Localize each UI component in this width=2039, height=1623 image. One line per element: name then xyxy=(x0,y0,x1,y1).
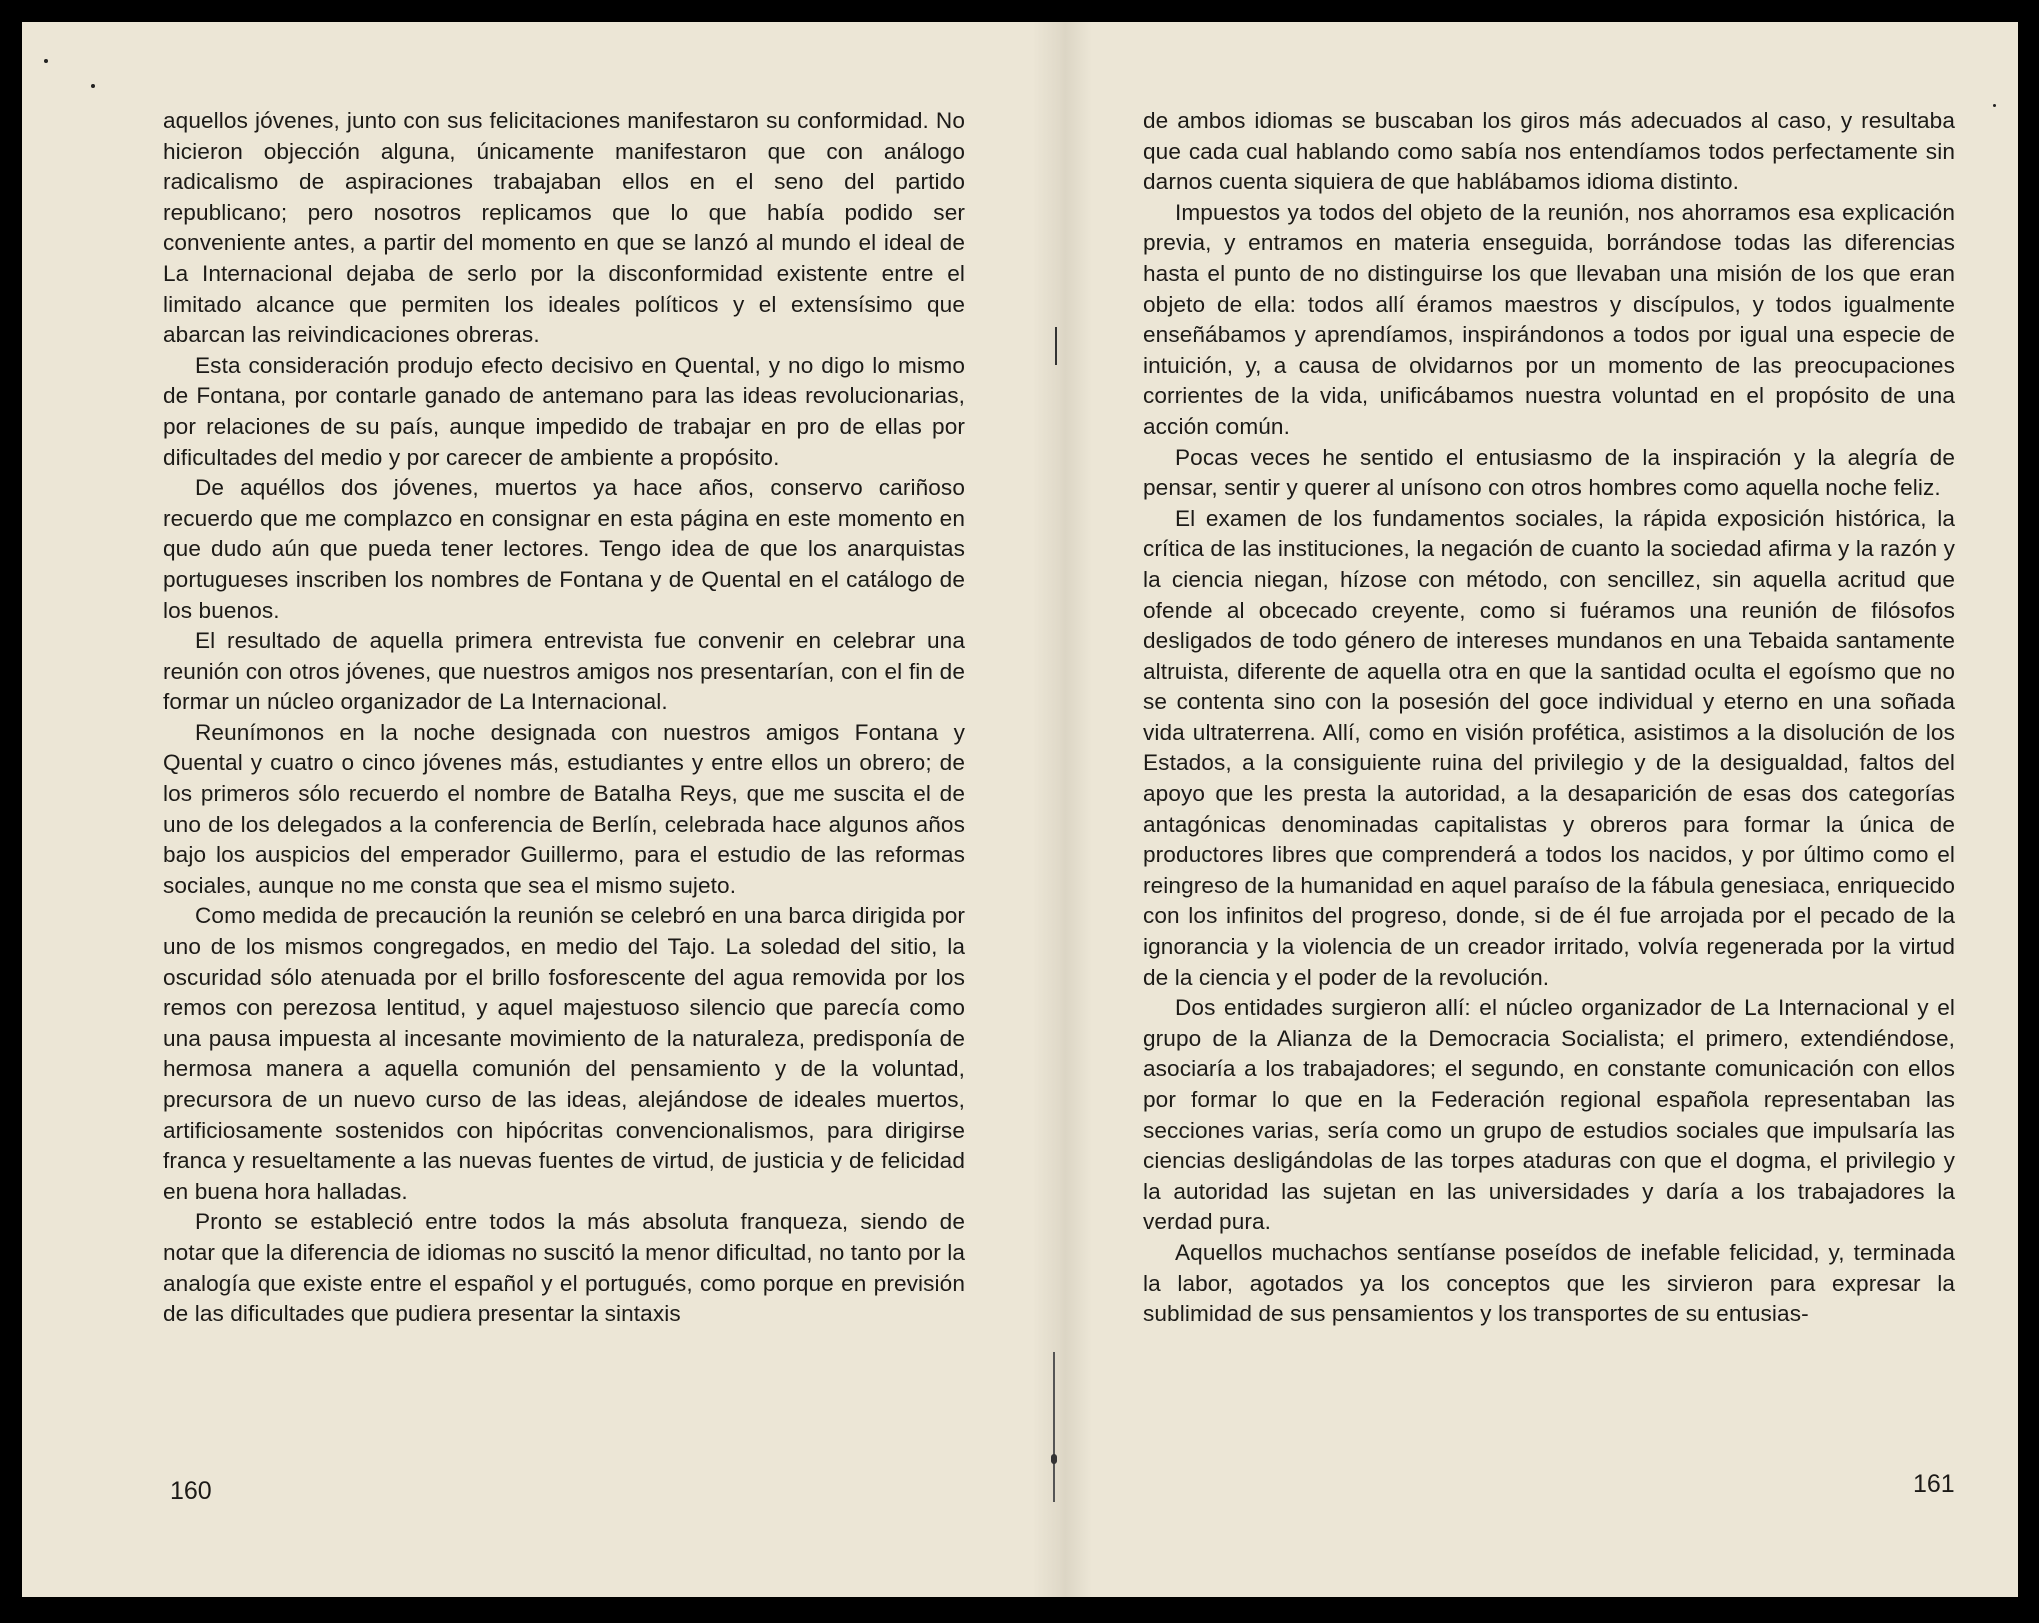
left-page-text xyxy=(163,106,965,1330)
gutter-mark xyxy=(1051,1454,1057,1464)
paragraph: Impuestos ya todos del objeto de la reunión, nos ahorramos esa explicación previa, y entramos en materia enseguida, borrándose todas las diferencias hasta el punto de no distinguirse los que llevaban una misión de los que eran objeto de ella: todos allí éramos maestros y discípulos, y todos igualmente enseñábamos y aprendíamos, inspirándonos a todos por igual una especie de intuición, y, a causa de olvidarnos por un momento de las preocupaciones corrientes de la vida, unificábamos nuestra voluntad en el propósito de una acción común. xyxy=(1143,199,1955,439)
paragraph: Dos entidades surgieron allí: el núcleo organizador de La Internacional y el grupo de la Alianza de la Democracia Socialista; el primero, extendiéndose, asociaría a los trabajadores; el segundo, en constante comunicación con ellos por formar lo que en la Federación regional española representaban las secciones varias, sería como un grupo de estudios sociales que impulsaría las ciencias desligándolas de las torpes ataduras con que el dogma, el privilegio y la autoridad las sujetan en las universidades y daría a los trabajadores la verdad pura. xyxy=(1143,995,1955,1235)
paragraph: El resultado de aquella primera entrevista fue convenir en celebrar una reunión con otros jóvenes, que nuestros amigos nos presentarían, con el fin de formar un núcleo organizador de La Internacional. xyxy=(163,628,965,715)
paragraph: Pocas veces he sentido el entusiasmo de la inspiración y la alegría de pensar, sentir y querer al unísono con otros hombres como aquella noche feliz. xyxy=(1143,444,1955,501)
dust-speck xyxy=(44,59,48,63)
paragraph: Aquellos muchachos sentíanse poseídos de inefable felicidad, y, terminada la labor, agotados ya los conceptos que les sirvieron para expresar la sublimidad de sus pensamientos y los transportes de su entusias- xyxy=(1143,1239,1955,1327)
paragraph: El examen de los fundamentos sociales, la rápida exposición histórica, la crítica de las instituciones, la negación de cuanto la sociedad afirma y la razón y la ciencia niegan, hízose con método, con sencillez, sin aquella acritud que ofende al obcecado creyente, como si fuéramos una reunión de filósofos desligados de todo género de intereses mundanos en una Tebaida santamente altruista, diferente de aquella otra en que la santidad oculta el egoísmo que no se contenta sino con la posesión del goce individual y eterno en una soñada vida ultraterrena. Allí, como en visión profética, asistimos a la disolución de los Estados, a la consiguiente ruina del privilegio y de la desigualdad, faltos del apoyo que les presta la autoridad, a la desaparición de esas dos categorías antagónicas denominadas capitalistas y obreros para formar la única de productores libres que comprenderá a todos los nacidos, y por último como el reingreso de la humanidad en aquel paraíso de la fábula genesiaca, enriquecido con los infinitos del progreso, donde, si de él fue arrojada por el pecado de la ignorancia y la violencia de un creador irritado, volvía regenerada por la virtud de la ciencia y el poder de la revolución. xyxy=(1143,505,1955,990)
gutter-mark xyxy=(1053,1352,1055,1502)
gutter-mark xyxy=(1055,327,1057,365)
right-page-text xyxy=(1143,106,1955,1330)
paragraph: De aquéllos dos jóvenes, muertos ya hace años, conservo cariñoso recuerdo que me complazco en consignar en esta página en este momento en que dudo aún que pueda tener lectores. Tengo idea de que los anarquistas portugueses inscriben los nombres de Fontana y de Quental en el catálogo de los buenos. xyxy=(163,475,965,623)
paragraph: de ambos idiomas se buscaban los giros más adecuados al caso, y resultaba que cada cual hablando como sabía nos entendíamos todos perfectamente sin darnos cuenta siquiera de que hablábamos idioma distinto. xyxy=(1143,108,1955,195)
dust-speck xyxy=(1993,104,1996,107)
paragraph: Como medida de precaución la reunión se celebró en una barca dirigida por uno de los mismos congregados, en medio del Tajo. La soledad del sitio, la oscuridad sólo atenuada por el brillo fosforescente del agua removida por los remos con perezosa lentitud, y aquel majestuoso silencio que parecía como una pausa impuesta al incesante movimiento de la naturaleza, predisponía de hermosa manera a aquella comunión del pensamiento y de la voluntad, precursora de un nuevo curso de las ideas, alejándose de ideales muertos, artificiosamente sostenidos con hipócritas convencionalismos, para dirigirse franca y resueltamente a las nuevas fuentes de virtud, de justicia y de felicidad en buena hora halladas. xyxy=(163,903,965,1204)
paragraph: Esta consideración produjo efecto decisivo en Quental, y no digo lo mismo de Fontana, por contarle ganado de antemano para las ideas revolucionarias, por relaciones de su país, aunque impedido de trabajar en pro de ellas por dificultades del medio y por carecer de ambiente a propósito. xyxy=(163,352,965,470)
book-spread xyxy=(22,22,2018,1597)
paragraph: Pronto se estableció entre todos la más absoluta franqueza, siendo de notar que la diferencia de idiomas no suscitó la menor dificultad, no tanto por la analogía que existe entre el español y el portugués, como porque en previsión de las dificultades que pudiera presentar la sintaxis xyxy=(163,1209,965,1327)
paragraph: Reunímonos en la noche designada con nuestros amigos Fontana y Quental y cuatro o cinco jóvenes más, estudiantes y entre ellos un obrero; de los primeros sólo recuerdo el nombre de Batalha Reys, que me suscita el de uno de los delegados a la conferencia de Berlín, celebrada hace algunos años bajo los auspicios del emperador Guillermo, para el estudio de las reformas sociales, aunque no me consta que sea el mismo sujeto. xyxy=(163,719,965,898)
page-number-left: 160 xyxy=(170,1477,212,1505)
paragraph: aquellos jóvenes, junto con sus felicitaciones manifestaron su conformidad. No hicieron objección alguna, únicamente manifestaron que con análogo radicalismo de aspiraciones trabajaban ellos en el seno del partido republicano; pero nosotros replicamos que lo que había podido ser conveniente antes, a partir del momento en que se lanzó al mundo el ideal de La Internacional dejaba de serlo por la disconformidad existente entre el limitado alcance que permiten los ideales políticos y el extensísimo que abarcan las reivindicaciones obreras. xyxy=(163,108,965,348)
page-number-right: 161 xyxy=(1913,1470,1955,1498)
dust-speck xyxy=(91,84,95,88)
book-gutter xyxy=(1032,22,1092,1597)
